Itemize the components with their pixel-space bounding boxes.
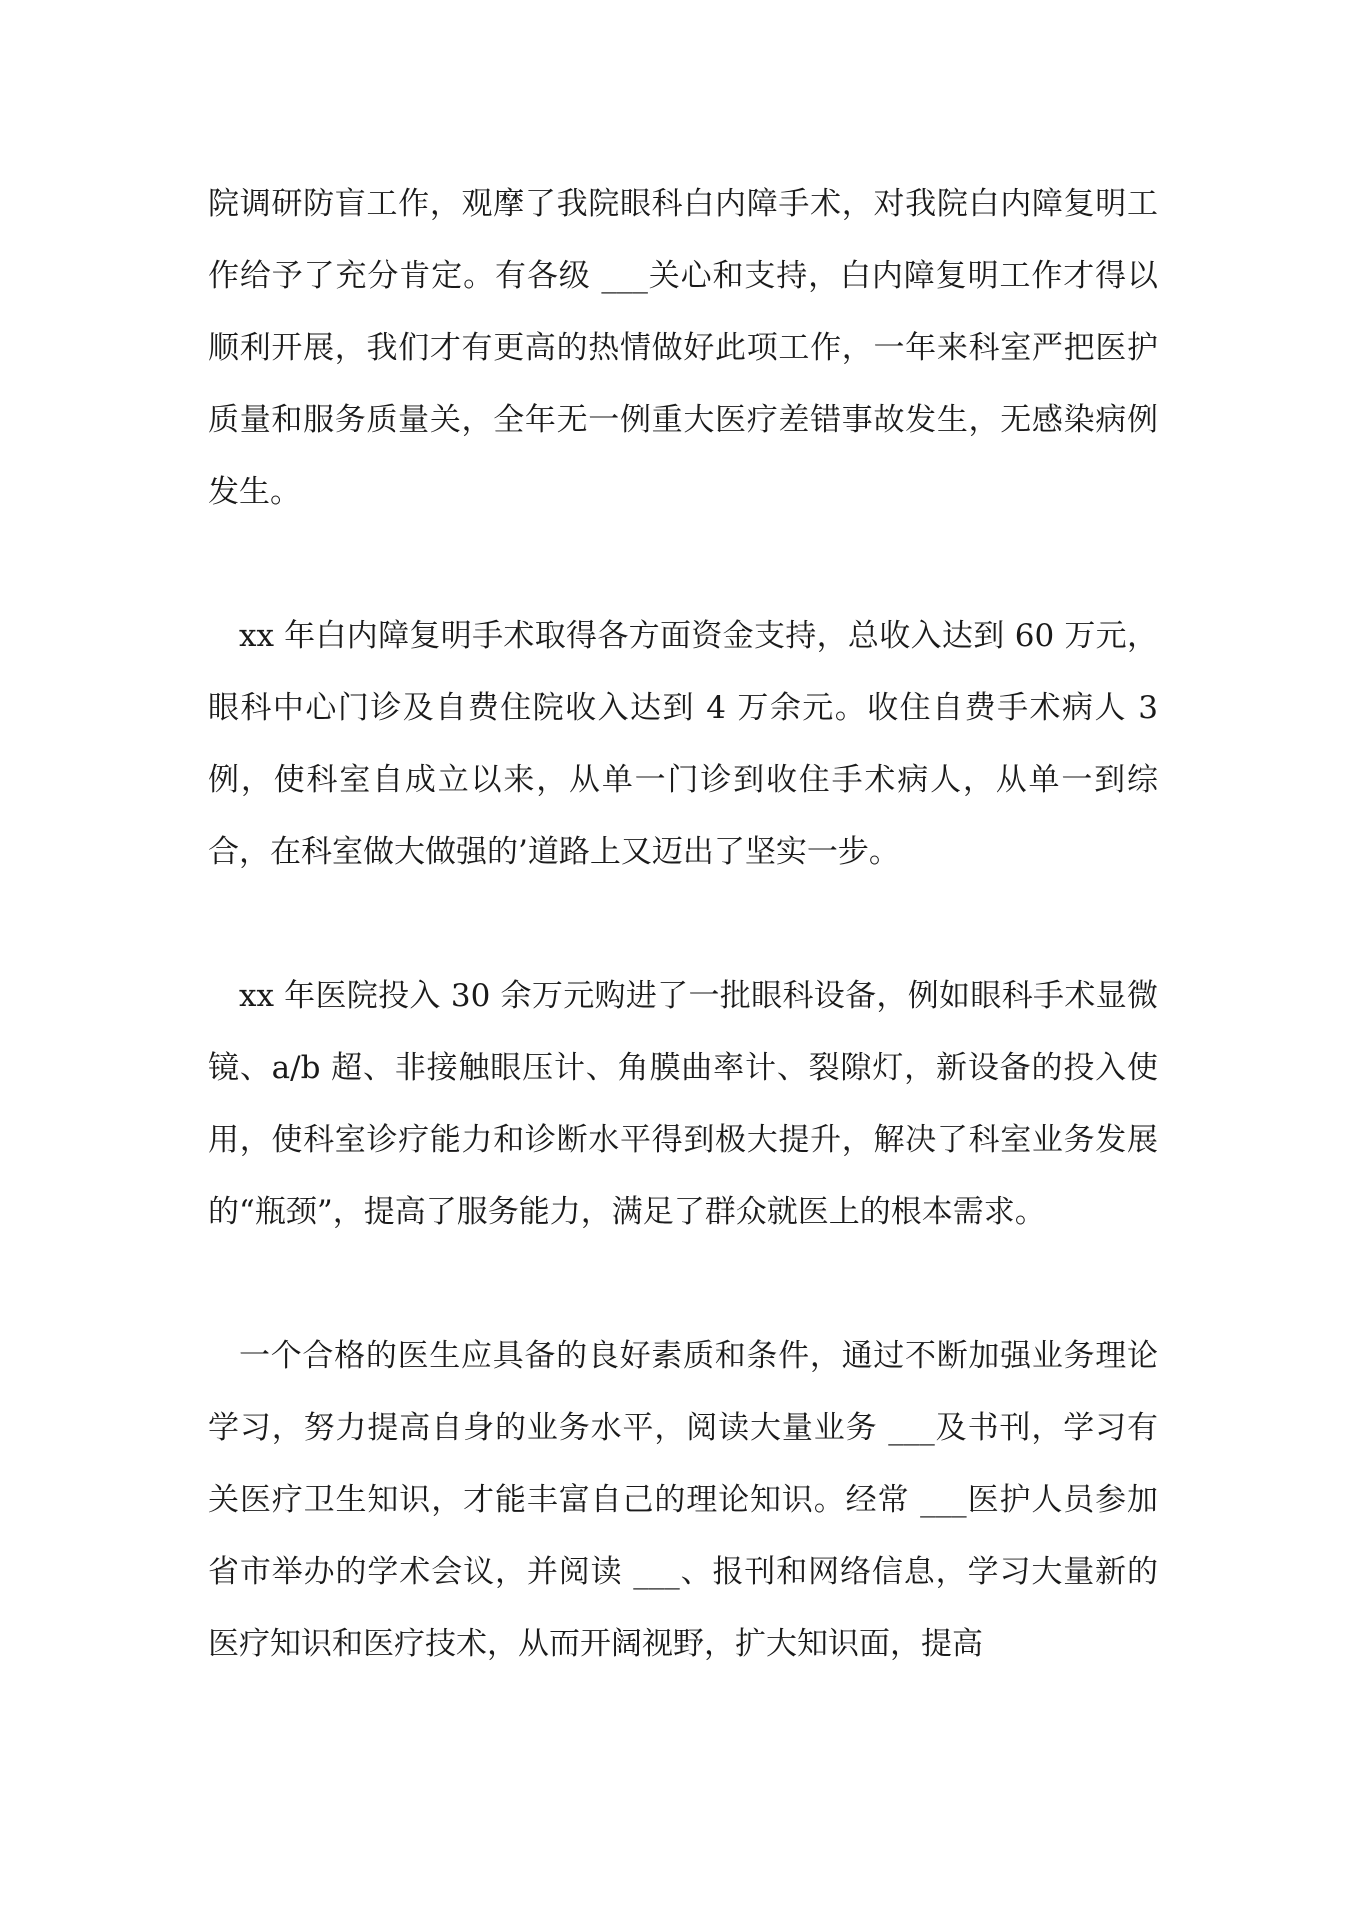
paragraph-1: 院调研防盲工作，观摩了我院眼科白内障手术，对我院白内障复明工作给予了充分肯定。有各级 ___关心和支持，白内障复明工作才得以顺利开展，我们才有更高的热情做好此项工作，一年来科室严把医护质量和服务质量关，全年无一例重大医疗差错事故发生，无感染病例发生。 [208,186,1158,510]
paragraph-4: 一个合格的医生应具备的良好素质和条件，通过不断加强业务理论学习，努力提高自身的业务水平，阅读大量业务 ___及书刊，学习有关医疗卫生知识，才能丰富自己的理论知识。经常 ___医护人员参加省市举办的学术会议，并阅读 ___、报刊和网络信息，学习大量新的医疗知识和医疗技术，从而开阔视野，扩大知识面，提高 [208,1338,1158,1662]
paragraph-3: xx 年医院投入 30 余万元购进了一批眼科设备，例如眼科手术显微镜、a/b 超、非接触眼压计、角膜曲率计、裂隙灯，新设备的投入使用，使科室诊疗能力和诊断水平得到极大提升，解决了科室业务发展的“瓶颈”，提高了服务能力，满足了群众就医上的根本需求。 [208,978,1158,1230]
paragraph-2: xx 年白内障复明手术取得各方面资金支持，总收入达到 60 万元，眼科中心门诊及自费住院收入达到 4 万余元。收住自费手术病人 3 例，使科室自成立以来，从单一门诊到收住手术病人，从单一到综合，在科室做大做强的’道路上又迈出了坚实一步。 [208,618,1158,870]
document-body [208,168,1158,1680]
